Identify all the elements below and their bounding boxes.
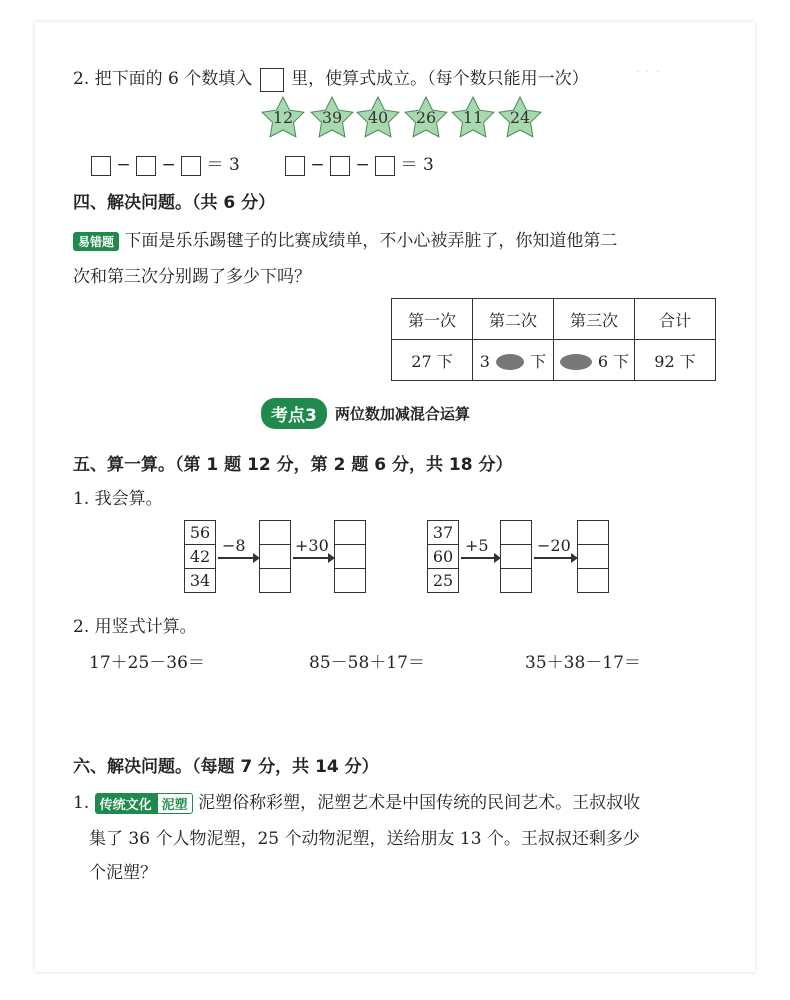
answer-box[interactable] bbox=[136, 156, 156, 176]
vertical-calc-1: 17＋25－36＝ bbox=[89, 653, 205, 673]
q2-prompt-b: 里，使算式成立。（每个数只能用一次） bbox=[291, 69, 589, 89]
bleed-through-text: · · · bbox=[635, 62, 661, 81]
smudge-icon bbox=[495, 353, 525, 371]
q2-number: 2. bbox=[73, 69, 90, 89]
q2-prompt bbox=[73, 64, 589, 92]
vertical-calc-2: 85－58＋17＝ bbox=[309, 653, 425, 673]
input-value: 56 bbox=[184, 520, 216, 545]
answer-cell[interactable] bbox=[577, 520, 609, 545]
input-column-left bbox=[184, 520, 216, 593]
equation-left: − − ＝ 3 bbox=[91, 150, 240, 176]
star-number bbox=[451, 96, 495, 140]
section-5-sub-2: 2. 用竖式计算。 bbox=[73, 617, 197, 637]
star-value: 12 bbox=[272, 108, 294, 127]
answer-cell[interactable] bbox=[500, 520, 532, 545]
answer-cell[interactable] bbox=[334, 545, 366, 569]
section-6-line-1: 泥塑俗称彩塑，泥塑艺术是中国传统的民间艺术。王叔叔收 bbox=[198, 793, 641, 813]
clay-tag: 泥塑 bbox=[157, 793, 193, 814]
answer-cell[interactable] bbox=[577, 545, 609, 569]
star-number bbox=[498, 96, 542, 140]
input-value: 34 bbox=[184, 569, 216, 593]
answer-cell[interactable] bbox=[500, 569, 532, 593]
answer-cell[interactable] bbox=[259, 545, 291, 569]
answer-column bbox=[577, 520, 609, 593]
score-suffix: 下 bbox=[530, 351, 547, 371]
star-value: 24 bbox=[509, 108, 531, 127]
section-5-sub-1: 1. 我会算。 bbox=[73, 489, 163, 509]
answer-cell[interactable] bbox=[334, 569, 366, 593]
star-number bbox=[261, 96, 305, 140]
kaodian-label: 考点3 bbox=[261, 398, 327, 429]
answer-cell[interactable] bbox=[334, 520, 366, 545]
arrow-icon bbox=[293, 557, 333, 559]
answer-box[interactable] bbox=[330, 156, 350, 176]
vertical-calc-3: 35＋38－17＝ bbox=[525, 653, 641, 673]
input-value: 60 bbox=[427, 545, 459, 569]
input-value: 37 bbox=[427, 520, 459, 545]
score-cell-smudged bbox=[473, 340, 554, 381]
section-6-text-2: 集了 36 个人物泥塑，25 个动物泥塑，送给朋友 13 个。王叔叔还剩多少 bbox=[89, 829, 640, 849]
section-6-text-3: 个泥塑？ bbox=[89, 863, 157, 883]
answer-box[interactable] bbox=[375, 156, 395, 176]
section-4-text-1 bbox=[73, 226, 617, 251]
q2-prompt-a: 把下面的 6 个数填入 bbox=[94, 69, 253, 89]
input-column-right bbox=[427, 520, 459, 593]
header-cell: 合计 bbox=[635, 299, 716, 340]
header-cell: 第一次 bbox=[392, 299, 473, 340]
kaodian-banner bbox=[261, 398, 470, 428]
error-prone-tag: 易错题 bbox=[73, 232, 119, 251]
section-6-title: 六、解决问题。（每题 7 分，共 14 分） bbox=[73, 757, 379, 777]
operation-label: −20 bbox=[537, 536, 571, 555]
header-cell: 第二次 bbox=[473, 299, 554, 340]
star-value: 40 bbox=[367, 108, 389, 127]
section-4-title: 四、解决问题。（共 6 分） bbox=[73, 193, 276, 213]
header-cell: 第三次 bbox=[554, 299, 635, 340]
section-6-text-1 bbox=[73, 788, 640, 814]
question-number: 1. bbox=[73, 793, 90, 813]
equation-result: 3 bbox=[422, 155, 434, 175]
operation-label: +5 bbox=[465, 536, 489, 555]
section-4-text-2: 次和第三次分别踢了多少下吗？ bbox=[73, 267, 311, 287]
input-value: 42 bbox=[184, 545, 216, 569]
smudge-icon bbox=[559, 353, 593, 371]
score-cell: 27 下 bbox=[392, 340, 473, 381]
star-value: 26 bbox=[415, 108, 437, 127]
answer-box[interactable] bbox=[181, 156, 201, 176]
section-4-line-1: 下面是乐乐踢毽子的比赛成绩单，不小心被弄脏了，你知道他第二 bbox=[124, 231, 618, 251]
section-5-title: 五、算一算。（第 1 题 12 分，第 2 题 6 分，共 18 分） bbox=[73, 455, 513, 475]
kaodian-title: 两位数加减混合运算 bbox=[334, 404, 470, 423]
score-cell: 92 下 bbox=[635, 340, 716, 381]
star-value: 11 bbox=[462, 108, 484, 127]
star-value: 39 bbox=[321, 108, 343, 127]
answer-cell[interactable] bbox=[500, 545, 532, 569]
answer-cell[interactable] bbox=[259, 520, 291, 545]
worksheet-page bbox=[35, 22, 755, 972]
equation-right: − − ＝ 3 bbox=[285, 150, 434, 176]
answer-column bbox=[334, 520, 366, 593]
answer-box[interactable] bbox=[91, 156, 111, 176]
culture-tag: 传统文化 bbox=[95, 793, 157, 814]
answer-cell[interactable] bbox=[577, 569, 609, 593]
answer-box[interactable] bbox=[285, 156, 305, 176]
arrow-icon bbox=[461, 557, 499, 559]
score-table bbox=[391, 298, 716, 381]
input-value: 25 bbox=[427, 569, 459, 593]
answer-cell[interactable] bbox=[259, 569, 291, 593]
star-number bbox=[356, 96, 400, 140]
score-table-header bbox=[392, 299, 716, 340]
answer-column bbox=[259, 520, 291, 593]
operation-label: +30 bbox=[295, 536, 329, 555]
star-number bbox=[310, 96, 354, 140]
arrow-icon bbox=[534, 557, 576, 559]
score-cell-smudged bbox=[554, 340, 635, 381]
score-prefix: 3 bbox=[479, 351, 490, 371]
arrow-icon bbox=[218, 557, 258, 559]
blank-box-icon bbox=[260, 68, 284, 92]
answer-column bbox=[500, 520, 532, 593]
score-value: 6 下 bbox=[597, 351, 630, 371]
score-table-row bbox=[392, 340, 716, 381]
equation-result: 3 bbox=[228, 155, 240, 175]
star-number bbox=[404, 96, 448, 140]
operation-label: −8 bbox=[222, 536, 246, 555]
